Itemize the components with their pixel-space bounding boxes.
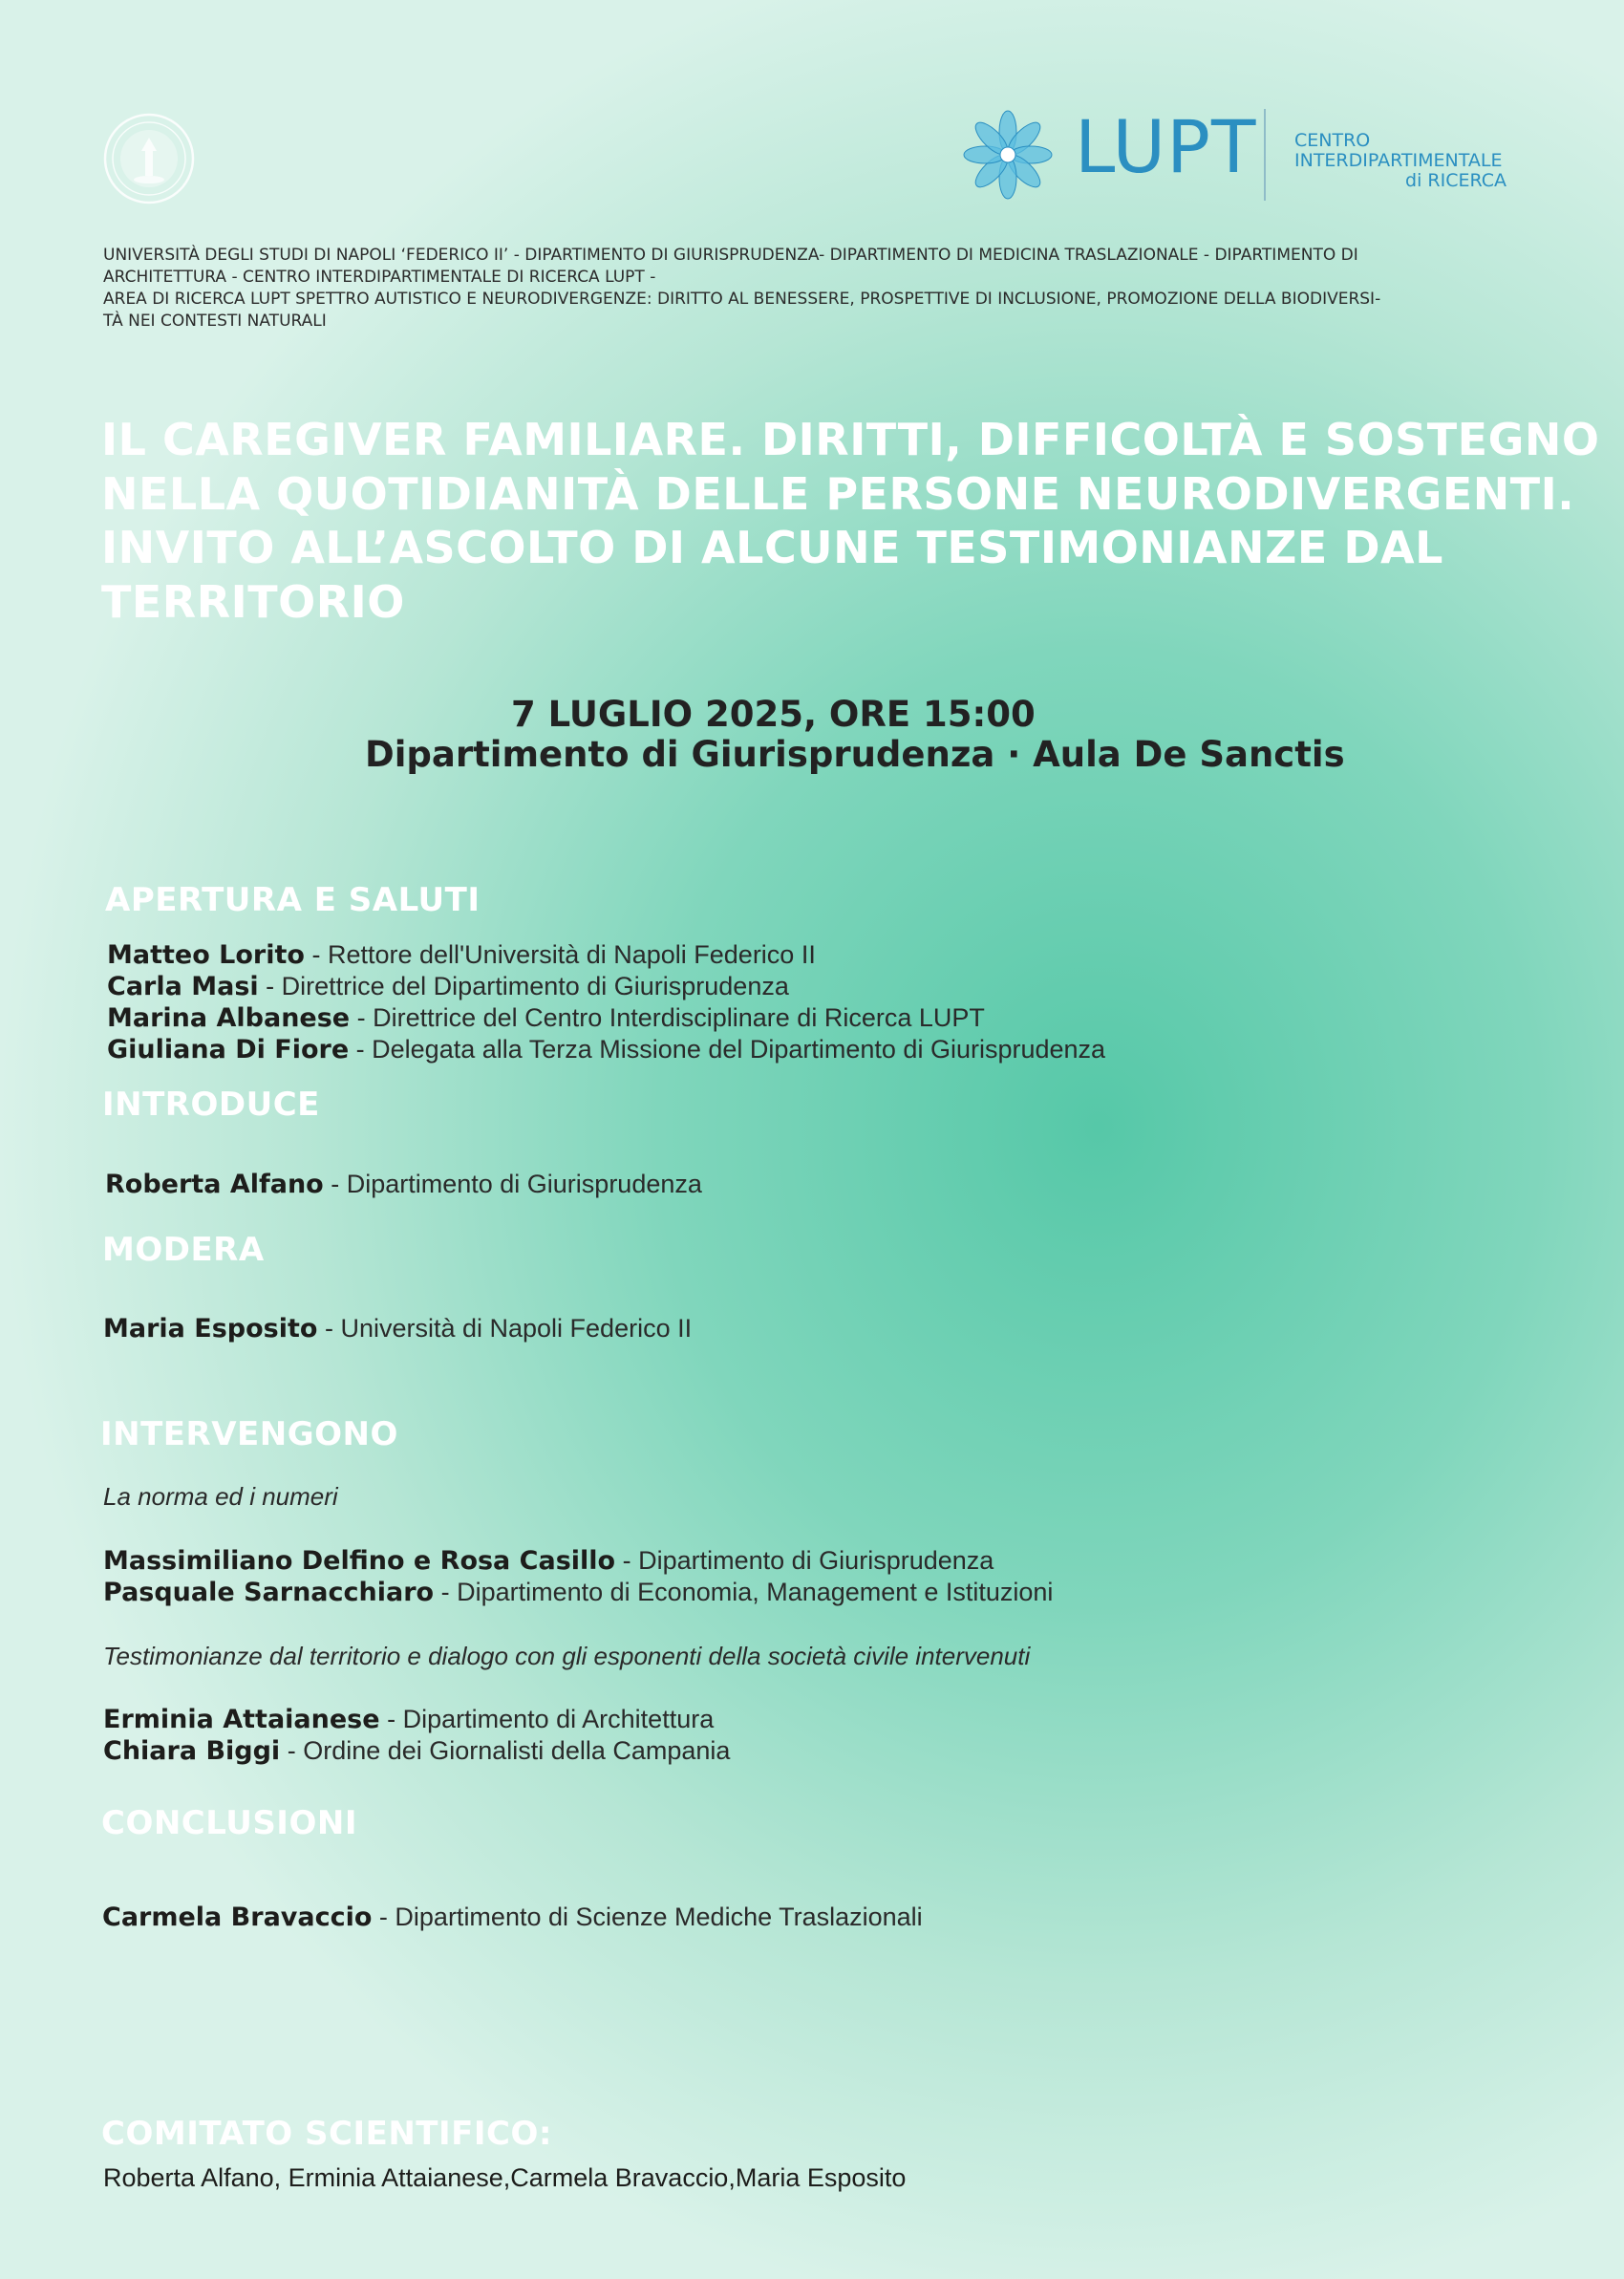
speaker-role: - Dipartimento di Giurisprudenza bbox=[615, 1546, 994, 1575]
speaker-row bbox=[103, 1738, 730, 1764]
affiliations bbox=[103, 245, 1527, 333]
event-date: 7 LUGLIO 2025, ORE 15:00 bbox=[511, 694, 1036, 735]
event-venue: Dipartimento di Giurisprudenza · Aula De Sanctis bbox=[365, 734, 1345, 775]
lupt-subtitle-line2: INTERDIPARTIMENTALE bbox=[1294, 150, 1503, 171]
lupt-subtitle-line3: di RICERCA bbox=[1405, 170, 1506, 191]
speaker-name: Giuliana Di Fiore bbox=[107, 1035, 350, 1064]
speaker-row bbox=[105, 1172, 702, 1197]
speaker-role: - Ordine dei Giornalisti della Campania bbox=[280, 1736, 731, 1765]
speaker-row bbox=[107, 1037, 1105, 1063]
lupt-logo bbox=[960, 104, 1533, 203]
affiliation-line: UNIVERSITÀ DEGLI STUDI DI NAPOLI ‘FEDERICO II’ - DIPARTIMENTO DI GIURISPRUDENZA- DIPARTIMENTO DI MEDICINA TRASLAZIONALE - DIPARTIMENTO DI bbox=[103, 246, 1358, 265]
flower-icon bbox=[960, 107, 1056, 203]
title-line: IL CAREGIVER FAMILIARE. DIRITTI, DIFFICOLTÀ E SOSTEGNO bbox=[101, 414, 1600, 465]
speaker-row bbox=[103, 1316, 692, 1342]
speaker-name: Pasquale Sarnacchiaro bbox=[103, 1578, 435, 1607]
affiliation-line: TÀ NEI CONTESTI NATURALI bbox=[103, 312, 327, 331]
speaker-role: - Direttrice del Centro Interdisciplinare di Ricerca LUPT bbox=[350, 1003, 985, 1032]
speaker-name: Erminia Attaianese bbox=[103, 1705, 380, 1734]
university-seal-logo bbox=[103, 113, 195, 204]
speaker-role: - Dipartimento di Architettura bbox=[379, 1705, 715, 1733]
speaker-name: Maria Esposito bbox=[103, 1314, 318, 1344]
section-heading-modera: MODERA bbox=[102, 1231, 265, 1269]
speaker-role: - Dipartimento di Scienze Mediche Traslazionali bbox=[372, 1903, 923, 1931]
event-title bbox=[101, 413, 1600, 629]
affiliation-line: AREA DI RICERCA LUPT SPETTRO AUTISTICO E NEURODIVERGENZE: DIRITTO AL BENESSERE, PROSPETTIVE DI INCLUSIONE, PROMOZIONE DELLA BIODIVERSI- bbox=[103, 290, 1381, 309]
speaker-name: Carla Masi bbox=[107, 972, 259, 1001]
speaker-role: - Dipartimento di Economia, Management e Istituzioni bbox=[434, 1578, 1054, 1606]
speaker-row bbox=[103, 1548, 994, 1574]
speaker-row bbox=[103, 1580, 1053, 1605]
speaker-name: Massimiliano Delfino e Rosa Casillo bbox=[103, 1546, 616, 1576]
lupt-name: LUPT bbox=[1075, 104, 1257, 189]
speaker-role: - Direttrice del Dipartimento di Giurisprudenza bbox=[258, 972, 789, 1000]
speaker-name: Roberta Alfano bbox=[105, 1170, 324, 1199]
speaker-row bbox=[102, 1904, 923, 1930]
speaker-row bbox=[107, 942, 816, 968]
speaker-name: Matteo Lorito bbox=[107, 940, 305, 970]
speaker-name: Marina Albanese bbox=[107, 1003, 351, 1033]
section-heading-intervengono: INTERVENGONO bbox=[100, 1415, 398, 1453]
title-line: TERRITORIO bbox=[101, 575, 405, 628]
section-heading-conclusioni: CONCLUSIONI bbox=[101, 1804, 357, 1842]
comitato-members: Roberta Alfano, Erminia Attaianese,Carmela Bravaccio,Maria Esposito bbox=[103, 2163, 907, 2192]
speaker-name: Carmela Bravaccio bbox=[102, 1903, 373, 1932]
speaker-role: - Dipartimento di Giurisprudenza bbox=[323, 1170, 702, 1198]
section-heading-apertura: APERTURA E SALUTI bbox=[105, 881, 481, 919]
section-heading-comitato: COMITATO SCIENTIFICO: bbox=[101, 2115, 552, 2153]
section-heading-introduce: INTRODUCE bbox=[102, 1086, 320, 1124]
subsection-title: Testimonianze dal territorio e dialogo con gli esponenti della società civile intervenuti bbox=[103, 1642, 1031, 1670]
speaker-row bbox=[107, 974, 789, 1000]
title-line: INVITO ALL’ASCOLTO DI ALCUNE TESTIMONIANZE DAL bbox=[101, 522, 1443, 573]
title-line: NELLA QUOTIDIANITÀ DELLE PERSONE NEURODIVERGENTI. bbox=[101, 467, 1575, 520]
speaker-name: Chiara Biggi bbox=[103, 1736, 281, 1766]
affiliation-line: ARCHITETTURA - CENTRO INTERDIPARTIMENTALE DI RICERCA LUPT - bbox=[103, 268, 656, 287]
speaker-role: - Rettore dell'Università di Napoli Federico II bbox=[304, 940, 816, 969]
lupt-subtitle-line1: CENTRO bbox=[1294, 130, 1371, 151]
logo-divider bbox=[1264, 109, 1266, 201]
university-seal-icon bbox=[103, 113, 195, 204]
speaker-row bbox=[107, 1005, 985, 1031]
speaker-role: - Università di Napoli Federico II bbox=[317, 1314, 693, 1343]
speaker-row bbox=[103, 1707, 714, 1732]
subsection-title: La norma ed i numeri bbox=[103, 1482, 338, 1511]
speaker-role: - Delegata alla Terza Missione del Dipartimento di Giurisprudenza bbox=[349, 1035, 1106, 1064]
